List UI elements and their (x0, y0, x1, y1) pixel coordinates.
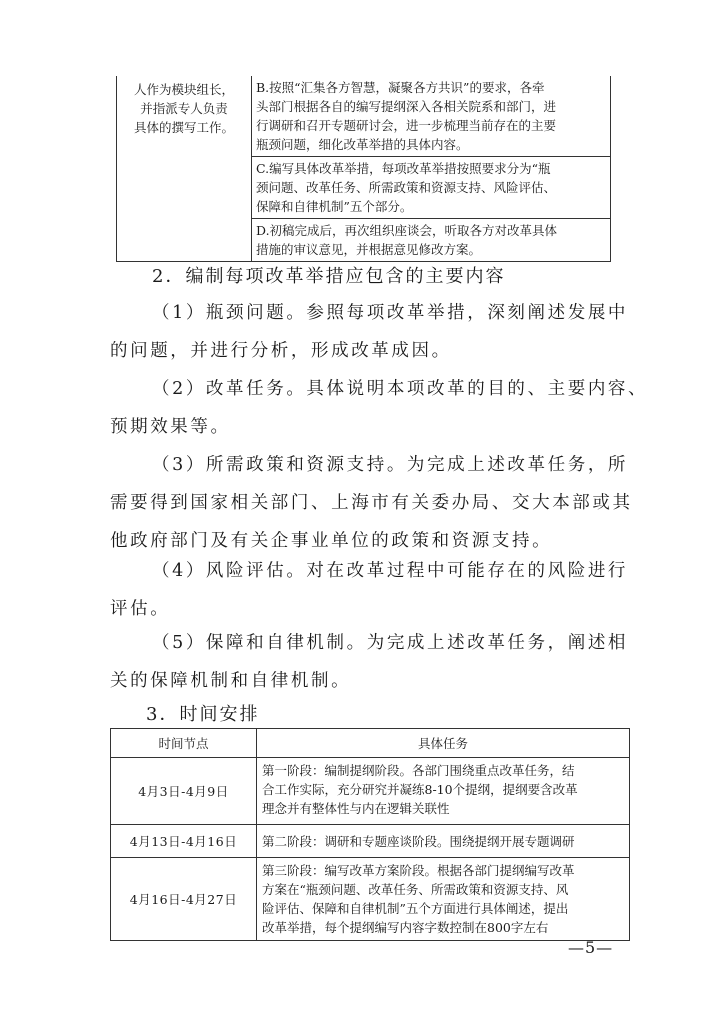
paragraph-line: 需要得到国家相关部门、上海市有关委办局、交大本部或其 (110, 493, 633, 513)
cell-line: 具体的撰写工作。 (133, 120, 234, 135)
step-c-cell (252, 157, 611, 219)
continuation-table (116, 76, 611, 262)
date-cell: 4月13日-4月16日 (111, 825, 257, 858)
column-header-task: 具体任务 (257, 729, 630, 758)
step-d-cell (252, 219, 611, 262)
paragraph-line: 评估。 (110, 599, 171, 619)
paragraph-line: 的问题，并进行分析，形成改革成因。 (110, 341, 452, 361)
paragraph-line: （4）风险评估。对在改革过程中可能存在的风险进行 (152, 561, 629, 581)
table-row (111, 758, 630, 825)
item-policy-support (110, 446, 633, 560)
cell-line: 行调研和召开专题研讨会，进一步梳理当前存在的主要 (256, 118, 557, 133)
cell-line: D.初稿完成后，再次组织座谈会，听取各方对改革具体 (256, 223, 558, 238)
cell-line: 改革举措，每个提纲编写内容字数控制在800字左右 (262, 920, 549, 935)
table-row (117, 76, 611, 157)
cell-line: 保障和自律机制”五个部分。 (256, 199, 413, 214)
paragraph-line: （3）所需政策和资源支持。为完成上述改革任务，所 (152, 455, 629, 475)
cell-line: 措施的审议意见，并根据意见修改方案。 (256, 242, 482, 257)
module-lead-cell (117, 76, 252, 262)
cell-line: 人作为模块组长， (133, 82, 234, 97)
cell-line: 险评估、保障和自律机制”五个方面进行具体阐述，提出 (262, 901, 569, 916)
cell-line: 瓶颈问题，细化改革举措的具体内容。 (256, 137, 469, 152)
cell-line: 第二阶段：调研和专题座谈阶段。围绕提纲开展专题调研 (262, 833, 575, 849)
cell-line: 方案在“瓶颈问题、改革任务、所需政策和资源支持、风 (262, 882, 569, 897)
cell-line: 第三阶段：编写改革方案阶段。根据各部门提纲编写改革 (262, 863, 575, 878)
page-number: —5— (568, 938, 614, 957)
paragraph-line: 预期效果等。 (110, 417, 231, 437)
task-cell (257, 758, 630, 825)
cell-line: C.编写具体改革举措，每项改革举措按照要求分为“瓶 (256, 161, 551, 176)
paragraph-line: 关的保障机制和自律机制。 (110, 671, 352, 691)
paragraph-line: （1）瓶颈问题。参照每项改革举措，深刻阐述发展中 (152, 303, 629, 323)
section-2-heading: 2．编制每项改革举措应包含的主要内容 (152, 266, 506, 287)
item-reform-task (110, 370, 649, 446)
table-row (111, 825, 630, 858)
item-safeguards (110, 624, 630, 700)
task-cell (257, 825, 630, 858)
cell-line: 第一阶段：编制提纲阶段。各部门围绕重点改革任务，结 (262, 763, 575, 778)
schedule-table (110, 728, 630, 941)
task-cell (257, 858, 630, 941)
cell-line: 头部门根据各自的编写提纲深入各相关院系和部门，进 (256, 99, 557, 114)
table-row (111, 858, 630, 941)
table-header-row (111, 729, 630, 758)
cell-line: 合工作实际，充分研究并凝练8-10个提纲，提纲要含改革 (262, 782, 578, 797)
paragraph-line: （2）改革任务。具体说明本项改革的目的、主要内容、 (152, 379, 649, 399)
cell-line: 颈问题、改革任务、所需政策和资源支持、风险评估、 (256, 180, 557, 195)
item-risk-assessment (110, 552, 630, 628)
cell-line: B.按照“汇集各方智慧，凝聚各方共识”的要求，各牵 (256, 80, 545, 95)
section-3-heading: 3．时间安排 (146, 704, 260, 725)
item-bottleneck (110, 294, 630, 370)
paragraph-line: （5）保障和自律机制。为完成上述改革任务，阐述相 (152, 633, 629, 653)
date-cell: 4月16日-4月27日 (111, 858, 257, 941)
step-b-cell (252, 76, 611, 157)
paragraph-line: 他政府部门及有关企事业单位的政策和资源支持。 (110, 531, 553, 551)
date-cell: 4月3日-4月9日 (111, 758, 257, 825)
cell-line: 并指派专人负责 (140, 101, 228, 116)
cell-line: 理念并有整体性与内在逻辑关联性 (262, 801, 450, 816)
column-header-time: 时间节点 (111, 729, 257, 758)
